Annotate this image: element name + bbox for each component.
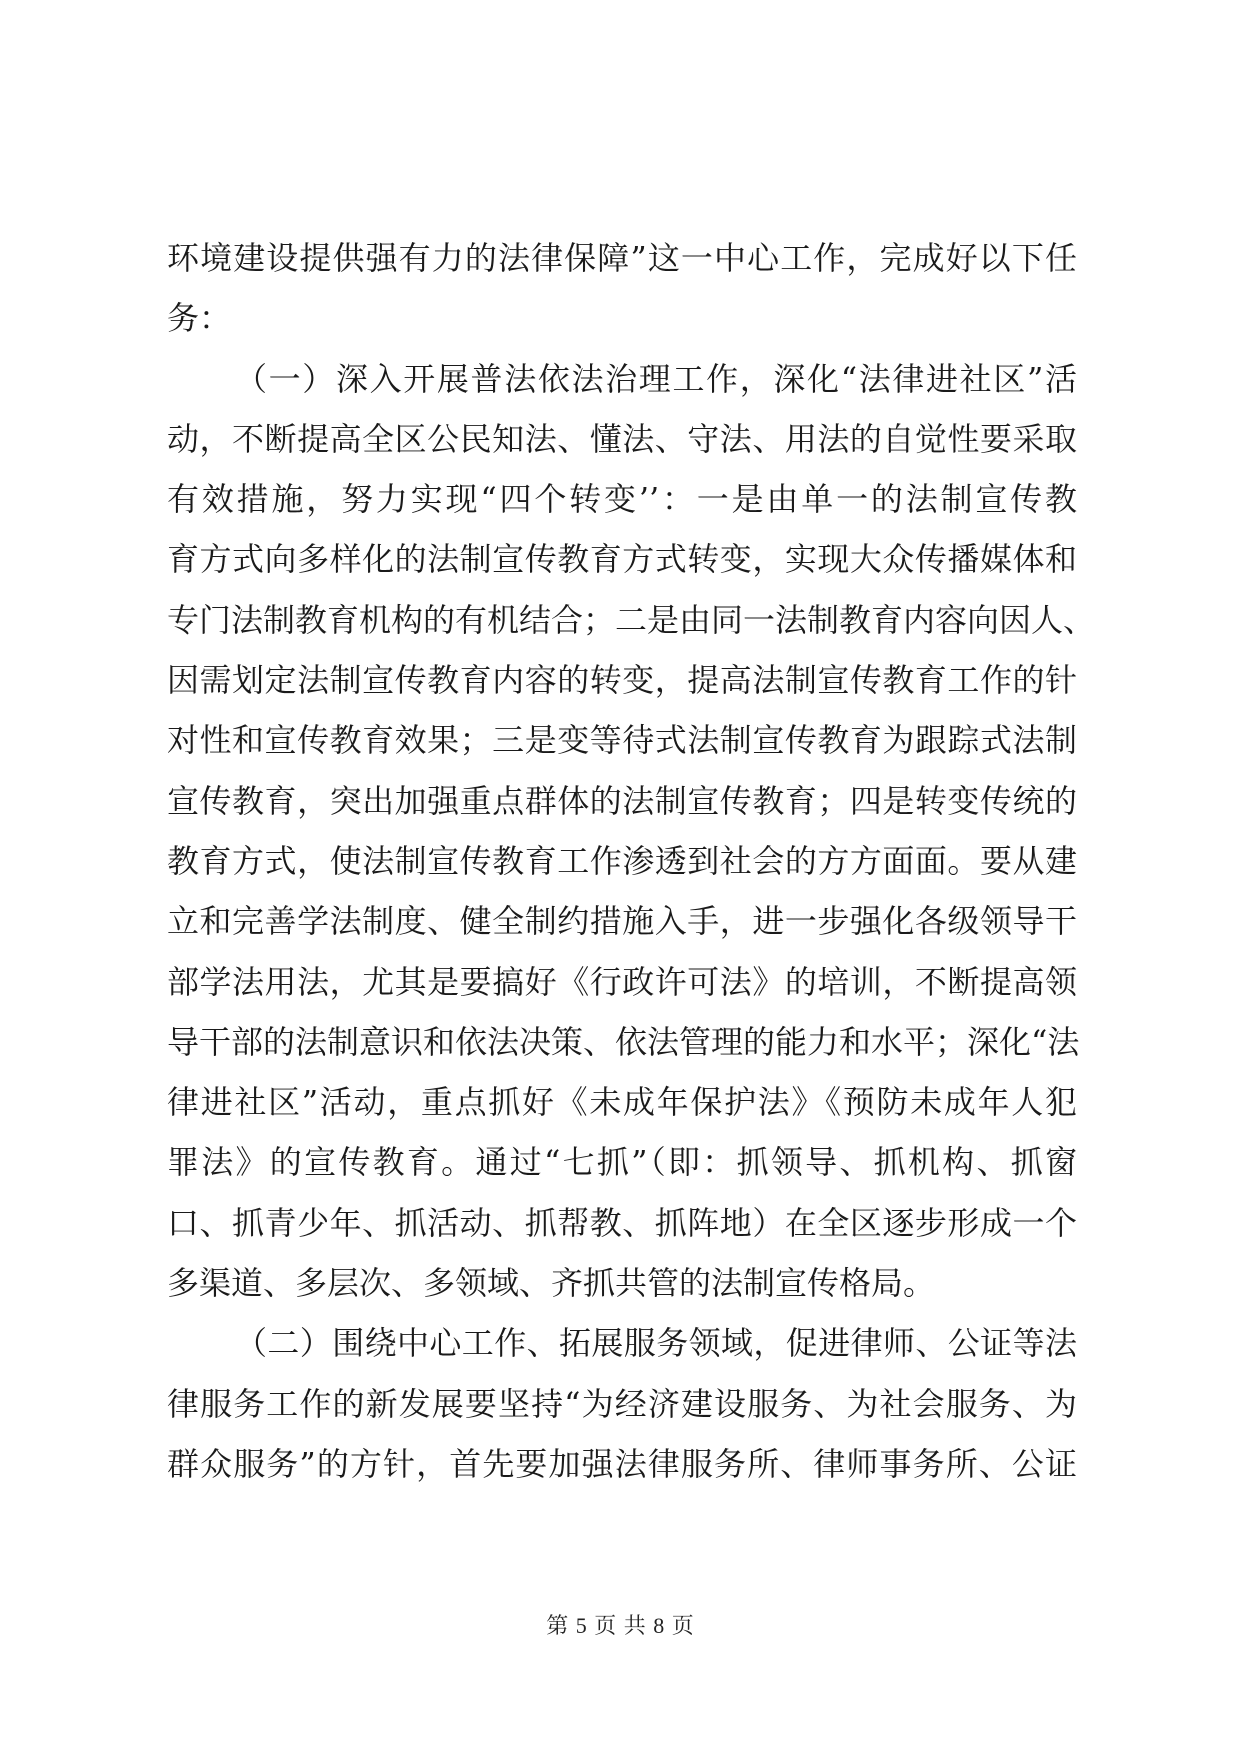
- text-line: 育方式向多样化的法制宣传教育方式转变，实现大众传播媒体和: [167, 540, 1077, 579]
- text-line: 宣传教育，突出加强重点群体的法制宣传教育；四是转变传统的: [167, 781, 1077, 820]
- text-line: 有效措施，努力实现“四个转变’’：一是由单一的法制宣传教: [167, 480, 1077, 519]
- text-line: 立和完善学法制度、健全制约措施入手，进一步强化各级领导干: [167, 902, 1077, 941]
- body-text: [167, 228, 1096, 1494]
- text-line: （一）深入开展普法依法治理工作，深化“法律进社区”活: [235, 359, 1077, 398]
- text-line: 群众服务”的方针，首先要加强法律服务所、律师事务所、公证: [167, 1444, 1077, 1483]
- text-line: 罪法》的宣传教育。通过“七抓”（即：抓领导、抓机构、抓窗: [167, 1143, 1077, 1182]
- text-line: 导干部的法制意识和依法决策、依法管理的能力和水平；深化“法: [167, 1022, 1080, 1061]
- text-line: 因需划定法制宣传教育内容的转变，提高法制宣传教育工作的针: [167, 661, 1077, 700]
- page-number-footer: 第 5 页 共 8 页: [546, 1613, 695, 1638]
- text-line: 多渠道、多层次、多领域、齐抓共管的法制宣传格局。: [167, 1264, 936, 1303]
- text-line: 教育方式，使法制宣传教育工作渗透到社会的方方面面。要从建: [167, 841, 1077, 880]
- text-line: （二）围绕中心工作、拓展服务领域，促进律师、公证等法: [235, 1324, 1077, 1363]
- text-line: 部学法用法，尤其是要搞好《行政许可法》的培训，不断提高领: [167, 962, 1077, 1001]
- text-line: 动，不断提高全区公民知法、懂法、守法、用法的自觉性要采取: [167, 419, 1077, 458]
- text-line: 口、抓青少年、抓活动、抓帮教、抓阵地）在全区逐步形成一个: [167, 1203, 1077, 1242]
- text-line: 务：: [167, 299, 232, 338]
- text-line: 专门法制教育机构的有机结合；二是由同一法制教育内容向因人、: [167, 600, 1096, 639]
- text-line: 环境建设提供强有力的法律保障”这一中心工作，完成好以下任: [167, 239, 1077, 277]
- text-line: 律服务工作的新发展要坚持“为经济建设服务、为社会服务、为: [167, 1384, 1077, 1423]
- text-line: 律进社区”活动，重点抓好《未成年保护法》《预防未成年人犯: [167, 1083, 1077, 1122]
- text-line: 对性和宣传教育效果；三是变等待式法制宣传教育为跟踪式法制: [167, 721, 1077, 760]
